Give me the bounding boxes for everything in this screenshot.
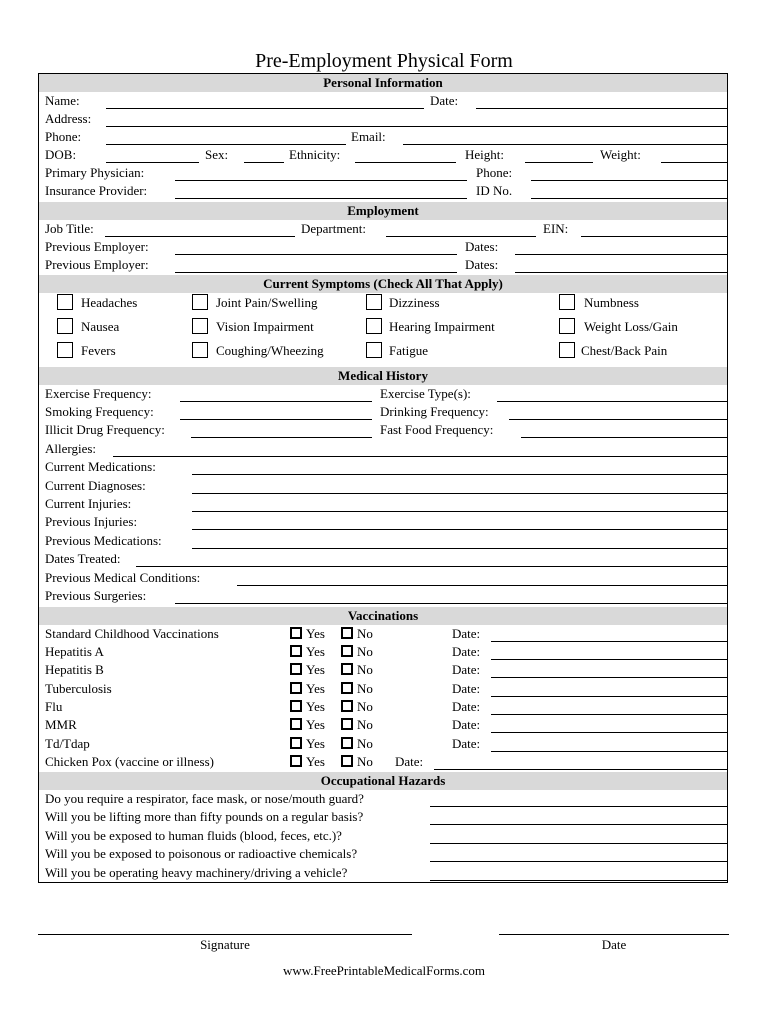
row-current-injuries: [39, 495, 727, 513]
dates-1-label: Dates:: [465, 239, 499, 254]
section-employment: Employment: [39, 202, 727, 220]
symptom-label: Vision Impairment: [216, 319, 314, 334]
vaccine-yes-option[interactable]: [290, 698, 325, 716]
section-vaccinations: Vaccinations: [39, 607, 727, 625]
no-label: No: [357, 699, 373, 714]
hazard-answer-field[interactable]: [430, 861, 727, 862]
vaccine-label: Td/Tdap: [45, 736, 90, 751]
checkbox-dizziness[interactable]: [366, 294, 382, 310]
dob-label: DOB:: [45, 147, 77, 162]
previous-surgeries-label: Previous Surgeries:: [45, 588, 147, 603]
section-current-symptoms: Current Symptoms (Check All That Apply): [39, 275, 727, 293]
vaccine-yes-option[interactable]: [290, 680, 325, 698]
vaccine-label: Hepatitis A: [45, 644, 104, 659]
current-injuries-field[interactable]: [192, 511, 727, 512]
address-label: Address:: [45, 111, 92, 126]
current-medications-field[interactable]: [192, 474, 727, 475]
yes-label: Yes: [306, 662, 325, 677]
checkbox-vision-impairment[interactable]: [192, 318, 208, 334]
id-label: ID No.: [476, 183, 513, 198]
row-drug: [39, 421, 727, 439]
row-previous-medications: [39, 532, 727, 550]
exercise-frequency-field[interactable]: [180, 401, 372, 402]
checkbox-icon: [290, 627, 302, 639]
hazard-row: [39, 845, 727, 863]
ethnicity-label: Ethnicity:: [289, 147, 341, 162]
checkbox-icon: [341, 755, 353, 767]
checkbox-icon: [290, 755, 302, 767]
vaccine-date-field[interactable]: [491, 659, 727, 660]
signature-line[interactable]: [38, 934, 412, 935]
hazard-row: [39, 864, 727, 882]
vaccine-date-label: Date:: [452, 662, 481, 677]
allergies-field[interactable]: [113, 456, 727, 457]
hazard-question: Will you be lifting more than fifty pounds on a regular basis?: [45, 809, 364, 824]
row-physician: [39, 164, 727, 182]
dates-2-field[interactable]: [515, 272, 727, 273]
row-job: [39, 220, 727, 238]
yes-label: Yes: [306, 754, 325, 769]
physician-field[interactable]: [175, 180, 467, 181]
footer-website: www.FreePrintableMedicalForms.com: [282, 963, 486, 978]
smoking-frequency-label: Smoking Frequency:: [45, 404, 154, 419]
vaccine-yes-option[interactable]: [290, 753, 325, 771]
checkbox-hearing-impairment[interactable]: [366, 318, 382, 334]
no-label: No: [357, 736, 373, 751]
drug-frequency-field[interactable]: [191, 437, 372, 438]
row-prev-employer-2: [39, 256, 727, 274]
hazard-answer-field[interactable]: [430, 824, 727, 825]
form-title: Pre-Employment Physical Form: [255, 50, 513, 72]
insurance-label: Insurance Provider:: [45, 183, 148, 198]
yes-label: Yes: [306, 644, 325, 659]
vaccine-date-label: Date:: [395, 754, 424, 769]
yes-label: Yes: [306, 736, 325, 751]
current-diagnoses-field[interactable]: [192, 493, 727, 494]
symptom-label: Weight Loss/Gain: [584, 319, 678, 334]
vaccine-label: Chicken Pox (vaccine or illness): [45, 754, 214, 769]
previous-medications-label: Previous Medications:: [45, 533, 162, 548]
yes-label: Yes: [306, 699, 325, 714]
current-diagnoses-label: Current Diagnoses:: [45, 478, 146, 493]
date-field[interactable]: [476, 108, 727, 109]
signature-date-label: Date: [601, 937, 627, 952]
vaccine-date-label: Date:: [452, 644, 481, 659]
vaccine-row: [39, 661, 727, 679]
ein-field[interactable]: [581, 236, 727, 237]
row-name: [39, 92, 727, 110]
prev-employer-1-field[interactable]: [175, 254, 457, 255]
signature-date-line[interactable]: [499, 934, 729, 935]
checkbox-icon: [290, 700, 302, 712]
vaccine-row: [39, 753, 727, 771]
row-dates-treated: [39, 550, 727, 568]
prev-employer-2-label: Previous Employer:: [45, 257, 149, 272]
row-previous-injuries: [39, 513, 727, 531]
hazard-answer-field[interactable]: [430, 806, 727, 807]
vaccine-row: [39, 625, 727, 643]
height-label: Height:: [465, 147, 504, 162]
dates-1-field[interactable]: [515, 254, 727, 255]
name-label: Name:: [45, 93, 80, 108]
prev-employer-1-label: Previous Employer:: [45, 239, 149, 254]
no-label: No: [357, 681, 373, 696]
insurance-field[interactable]: [175, 198, 467, 199]
checkbox-icon: [341, 718, 353, 730]
row-address: [39, 110, 727, 128]
checkbox-icon: [341, 645, 353, 657]
checkbox-weight-loss-gain[interactable]: [559, 318, 575, 334]
section-occupational-hazards: Occupational Hazards: [39, 772, 727, 790]
checkbox-icon: [290, 737, 302, 749]
vaccine-label: Flu: [45, 699, 63, 714]
vaccine-no-option[interactable]: [341, 661, 373, 679]
dates-treated-field[interactable]: [136, 566, 727, 567]
symptom-label: Numbness: [584, 295, 639, 310]
vaccine-date-label: Date:: [452, 717, 481, 732]
row-prev-employer-1: [39, 238, 727, 256]
vaccine-date-label: Date:: [452, 736, 481, 751]
vaccine-date-field[interactable]: [491, 696, 727, 697]
checkbox-icon: [341, 682, 353, 694]
physician-phone-label: Phone:: [476, 165, 513, 180]
vaccine-date-label: Date:: [452, 681, 481, 696]
checkbox-icon: [341, 627, 353, 639]
date-label: Date:: [430, 93, 459, 108]
phone-field[interactable]: [106, 144, 346, 145]
vaccine-label: Tuberculosis: [45, 681, 112, 696]
id-field[interactable]: [531, 198, 727, 199]
symptom-label: Hearing Impairment: [389, 319, 495, 334]
previous-injuries-label: Previous Injuries:: [45, 514, 138, 529]
drinking-frequency-field[interactable]: [509, 419, 727, 420]
ein-label: EIN:: [543, 221, 569, 236]
smoking-frequency-field[interactable]: [180, 419, 372, 420]
job-title-label: Job Title:: [45, 221, 94, 236]
checkbox-icon: [290, 718, 302, 730]
no-label: No: [357, 717, 373, 732]
vaccine-date-field[interactable]: [491, 732, 727, 733]
hazard-row: [39, 808, 727, 826]
vaccine-date-field[interactable]: [434, 769, 727, 770]
current-injuries-label: Current Injuries:: [45, 496, 132, 511]
checkbox-nausea[interactable]: [57, 318, 73, 334]
dob-field[interactable]: [106, 162, 199, 163]
vaccine-no-option[interactable]: [341, 716, 373, 734]
hazard-row: [39, 827, 727, 845]
weight-field[interactable]: [661, 162, 727, 163]
ethnicity-field[interactable]: [355, 162, 456, 163]
allergies-label: Allergies:: [45, 441, 97, 456]
vaccine-yes-option[interactable]: [290, 625, 325, 643]
weight-label: Weight:: [600, 147, 641, 162]
symptom-label: Dizziness: [389, 295, 440, 310]
hazard-question: Will you be exposed to human fluids (blood, feces, etc.)?: [45, 828, 342, 843]
checkbox-headaches[interactable]: [57, 294, 73, 310]
hazard-row: [39, 790, 727, 808]
signature-label: Signature: [200, 937, 250, 952]
physician-phone-field[interactable]: [531, 180, 727, 181]
vaccine-row: [39, 680, 727, 698]
checkbox-icon: [341, 737, 353, 749]
previous-conditions-label: Previous Medical Conditions:: [45, 570, 201, 585]
drug-frequency-label: Illicit Drug Frequency:: [45, 422, 165, 437]
checkbox-chest-back-pain[interactable]: [559, 342, 575, 358]
exercise-type-field[interactable]: [497, 401, 727, 402]
height-field[interactable]: [525, 162, 593, 163]
department-label: Department:: [301, 221, 366, 236]
vaccine-yes-option[interactable]: [290, 716, 325, 734]
row-previous-conditions: [39, 569, 727, 587]
email-field[interactable]: [403, 144, 727, 145]
sex-label: Sex:: [205, 147, 229, 162]
vaccine-row: [39, 698, 727, 716]
vaccine-no-option[interactable]: [341, 753, 373, 771]
no-label: No: [357, 754, 373, 769]
vaccine-no-option[interactable]: [341, 680, 373, 698]
row-exercise: [39, 385, 727, 403]
vaccine-date-label: Date:: [452, 699, 481, 714]
vaccine-date-field[interactable]: [491, 677, 727, 678]
yes-label: Yes: [306, 626, 325, 641]
checkbox-coughing-wheezing[interactable]: [192, 342, 208, 358]
section-personal-information: Personal Information: [39, 74, 727, 92]
job-title-field[interactable]: [105, 236, 295, 237]
vaccine-label: Standard Childhood Vaccinations: [45, 626, 219, 641]
no-label: No: [357, 626, 373, 641]
row-smoking: [39, 403, 727, 421]
checkbox-icon: [341, 700, 353, 712]
vaccine-date-field[interactable]: [491, 714, 727, 715]
vaccine-yes-option[interactable]: [290, 661, 325, 679]
checkbox-joint-pain[interactable]: [192, 294, 208, 310]
vaccine-yes-option[interactable]: [290, 643, 325, 661]
vaccine-row: [39, 643, 727, 661]
name-field[interactable]: [106, 108, 424, 109]
previous-surgeries-field[interactable]: [175, 603, 727, 604]
yes-label: Yes: [306, 681, 325, 696]
no-label: No: [357, 662, 373, 677]
row-dob: [39, 146, 727, 164]
vaccine-no-option[interactable]: [341, 735, 373, 753]
vaccine-no-option[interactable]: [341, 698, 373, 716]
row-current-diagnoses: [39, 477, 727, 495]
checkbox-numbness[interactable]: [559, 294, 575, 310]
hazard-question: Do you require a respirator, face mask, or nose/mouth guard?: [45, 791, 364, 806]
email-label: Email:: [351, 129, 386, 144]
vaccine-yes-option[interactable]: [290, 735, 325, 753]
checkbox-icon: [341, 663, 353, 675]
form-body: [38, 73, 728, 883]
previous-injuries-field[interactable]: [192, 529, 727, 530]
hazard-answer-field[interactable]: [430, 880, 727, 881]
checkbox-icon: [290, 663, 302, 675]
row-allergies: [39, 440, 727, 458]
fast-food-frequency-label: Fast Food Frequency:: [380, 422, 494, 437]
vaccine-date-field[interactable]: [491, 641, 727, 642]
fast-food-frequency-field[interactable]: [521, 437, 727, 438]
no-label: No: [357, 644, 373, 659]
checkbox-icon: [290, 682, 302, 694]
dates-treated-label: Dates Treated:: [45, 551, 121, 566]
previous-medications-field[interactable]: [192, 548, 727, 549]
prev-employer-2-field[interactable]: [175, 272, 457, 273]
checkbox-fevers[interactable]: [57, 342, 73, 358]
hazard-question: Will you be exposed to poisonous or radioactive chemicals?: [45, 846, 358, 861]
drinking-frequency-label: Drinking Frequency:: [380, 404, 489, 419]
dates-2-label: Dates:: [465, 257, 499, 272]
vaccine-label: MMR: [45, 717, 77, 732]
department-field[interactable]: [386, 236, 536, 237]
section-medical-history: Medical History: [39, 367, 727, 385]
phone-label: Phone:: [45, 129, 82, 144]
physician-label: Primary Physician:: [45, 165, 145, 180]
vaccine-no-option[interactable]: [341, 643, 373, 661]
vaccine-no-option[interactable]: [341, 625, 373, 643]
exercise-frequency-label: Exercise Frequency:: [45, 386, 152, 401]
symptom-label: Coughing/Wheezing: [216, 343, 324, 358]
symptom-label: Chest/Back Pain: [581, 343, 668, 358]
vaccine-date-field[interactable]: [491, 751, 727, 752]
current-medications-label: Current Medications:: [45, 459, 156, 474]
symptom-label: Nausea: [81, 319, 120, 334]
hazard-question: Will you be operating heavy machinery/driving a vehicle?: [45, 865, 348, 880]
symptom-label: Fatigue: [389, 343, 428, 358]
hazard-answer-field[interactable]: [430, 843, 727, 844]
symptom-label: Fevers: [81, 343, 116, 358]
sex-field[interactable]: [244, 162, 284, 163]
row-current-medications: [39, 458, 727, 476]
vaccine-date-label: Date:: [452, 626, 481, 641]
row-previous-surgeries: [39, 587, 727, 605]
yes-label: Yes: [306, 717, 325, 732]
vaccine-row: [39, 716, 727, 734]
row-insurance: [39, 182, 727, 200]
vaccine-row: [39, 735, 727, 753]
symptom-label: Headaches: [81, 295, 138, 310]
checkbox-fatigue[interactable]: [366, 342, 382, 358]
address-field[interactable]: [106, 126, 727, 127]
checkbox-icon: [290, 645, 302, 657]
exercise-type-label: Exercise Type(s):: [380, 386, 471, 401]
symptom-label: Joint Pain/Swelling: [216, 295, 318, 310]
previous-conditions-field[interactable]: [237, 585, 727, 586]
vaccine-label: Hepatitis B: [45, 662, 104, 677]
row-phone: [39, 128, 727, 146]
